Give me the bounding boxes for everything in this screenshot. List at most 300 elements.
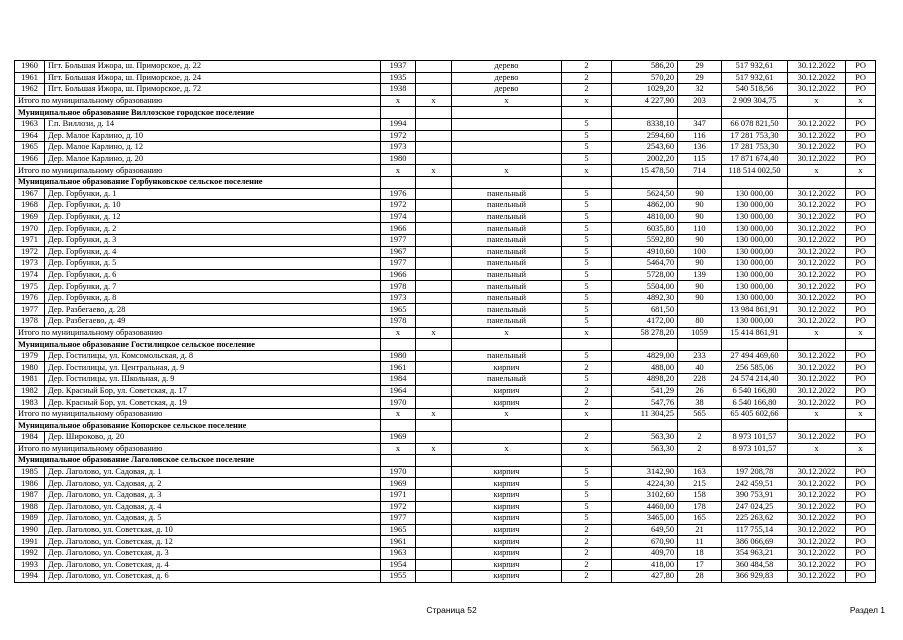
cell-addr: Дер. Лаголово, ул. Советская, д. 4 [45, 559, 381, 571]
table-row [15, 292, 876, 304]
cell-floors: 5 [562, 258, 612, 270]
empty-cell [562, 455, 612, 467]
cell-date: 30.12.2022 [788, 536, 846, 548]
table-row [15, 350, 876, 362]
cell-c4: x [416, 327, 452, 339]
cell-area: 11 304,25 [612, 408, 678, 420]
cell-floors: 5 [562, 234, 612, 246]
cell-addr: Дер. Горбунки, д. 5 [45, 258, 381, 270]
cell-date: 30.12.2022 [788, 478, 846, 490]
table-row [15, 432, 876, 444]
cell-date: 30.12.2022 [788, 547, 846, 559]
cell-addr: Дер. Красный Бор, ул. Советская, д. 17 [45, 385, 381, 397]
cell-area: 2002,20 [612, 153, 678, 165]
cell-date: x [788, 165, 846, 177]
cell-date: 30.12.2022 [788, 130, 846, 142]
cell-mode: РО [846, 61, 876, 73]
cell-cost: 517 932,61 [722, 72, 788, 84]
empty-cell [562, 176, 612, 188]
table-row [15, 269, 876, 281]
cell-floors: x [562, 165, 612, 177]
cell-num: 1981 [15, 374, 45, 386]
page-number: Страница 52 [426, 605, 477, 615]
cell-year: x [381, 443, 416, 455]
cell-cost: 517 932,61 [722, 61, 788, 73]
cell-cost: 130 000,00 [722, 269, 788, 281]
cell-num: 1983 [15, 397, 45, 409]
cell-addr: Дер. Малое Карлино, д. 12 [45, 142, 381, 154]
cell-c4 [416, 524, 452, 536]
cell-c4 [416, 489, 452, 501]
cell-year: 1966 [381, 223, 416, 235]
cell-people: 100 [678, 246, 722, 258]
cell-addr: Дер. Разбегаево, д. 49 [45, 316, 381, 328]
table-row [15, 84, 876, 96]
empty-cell [678, 176, 722, 188]
cell-num: 1969 [15, 211, 45, 223]
cell-mat: кирпич [452, 385, 562, 397]
cell-cost: 130 000,00 [722, 258, 788, 270]
empty-cell [788, 339, 846, 351]
cell-addr: Дер. Лаголово, ул. Садовая, д. 3 [45, 489, 381, 501]
cell-floors: 5 [562, 501, 612, 513]
cell-cost: 130 000,00 [722, 211, 788, 223]
cell-num: 1989 [15, 513, 45, 525]
cell-num: 1984 [15, 432, 45, 444]
cell-mode: РО [846, 269, 876, 281]
cell-floors: x [562, 443, 612, 455]
table-row [15, 281, 876, 293]
cell-date: 30.12.2022 [788, 362, 846, 374]
empty-cell [381, 107, 416, 119]
empty-cell [846, 420, 876, 432]
cell-addr: Дер. Горбунки, д. 3 [45, 234, 381, 246]
cell-c4 [416, 513, 452, 525]
cell-num: 1980 [15, 362, 45, 374]
cell-mat: x [452, 165, 562, 177]
cell-num: 1991 [15, 536, 45, 548]
cell-num: 1973 [15, 258, 45, 270]
table-row [15, 118, 876, 130]
cell-year: 1977 [381, 258, 416, 270]
cell-date: 30.12.2022 [788, 118, 846, 130]
table-row [15, 316, 876, 328]
cell-c4 [416, 142, 452, 154]
cell-mode: x [846, 443, 876, 455]
cell-date: 30.12.2022 [788, 397, 846, 409]
empty-cell [846, 107, 876, 119]
cell-addr: Дер. Лаголово, ул. Советская, д. 6 [45, 571, 381, 583]
table-row [15, 397, 876, 409]
cell-year: 1978 [381, 316, 416, 328]
cell-c4 [416, 478, 452, 490]
cell-c4 [416, 292, 452, 304]
cell-cost: 8 973 101,57 [722, 432, 788, 444]
cell-year: 1966 [381, 269, 416, 281]
cell-num: 1964 [15, 130, 45, 142]
cell-date: 30.12.2022 [788, 304, 846, 316]
cell-area: 5592,80 [612, 234, 678, 246]
cell-people: 714 [678, 165, 722, 177]
cell-mode: РО [846, 292, 876, 304]
cell-mat: x [452, 327, 562, 339]
cell-year: 1972 [381, 501, 416, 513]
cell-mat: x [452, 443, 562, 455]
cell-date: 30.12.2022 [788, 246, 846, 258]
cell-people: 90 [678, 234, 722, 246]
cell-cost: 540 518,56 [722, 84, 788, 96]
cell-people: 136 [678, 142, 722, 154]
empty-cell [452, 455, 562, 467]
cell-year: 1973 [381, 142, 416, 154]
cell-floors: 5 [562, 281, 612, 293]
cell-area: 2543,60 [612, 142, 678, 154]
cell-c4: x [416, 165, 452, 177]
cell-label: Итого по муниципальному образованию [15, 165, 381, 177]
cell-date: 30.12.2022 [788, 200, 846, 212]
empty-cell [722, 420, 788, 432]
cell-year: x [381, 165, 416, 177]
empty-cell [678, 455, 722, 467]
cell-c4 [416, 304, 452, 316]
cell-year: 1955 [381, 571, 416, 583]
cell-year: 1977 [381, 234, 416, 246]
cell-mode: РО [846, 118, 876, 130]
cell-cost: 8 973 101,57 [722, 443, 788, 455]
cell-c4 [416, 223, 452, 235]
cell-num: 1967 [15, 188, 45, 200]
cell-floors: 2 [562, 385, 612, 397]
cell-addr: Дер. Красный Бор, ул. Советская, д. 19 [45, 397, 381, 409]
cell-cost: 13 984 861,91 [722, 304, 788, 316]
cell-year: 1964 [381, 385, 416, 397]
cell-area: 3465,00 [612, 513, 678, 525]
cell-mode: РО [846, 130, 876, 142]
cell-cost: 2 909 304,75 [722, 95, 788, 107]
cell-addr: Дер. Малое Карлино, д. 20 [45, 153, 381, 165]
cell-c4 [416, 432, 452, 444]
empty-cell [722, 176, 788, 188]
empty-cell [562, 107, 612, 119]
cell-c4 [416, 374, 452, 386]
cell-year: 1971 [381, 489, 416, 501]
cell-people: 90 [678, 188, 722, 200]
cell-addr: Дер. Гостилицы, ул. Школьная, д. 9 [45, 374, 381, 386]
cell-floors: 5 [562, 118, 612, 130]
cell-area: 1029,20 [612, 84, 678, 96]
cell-year: 1980 [381, 350, 416, 362]
cell-floors: 5 [562, 223, 612, 235]
cell-mode: x [846, 327, 876, 339]
cell-people: 565 [678, 408, 722, 420]
housing-register-table [14, 60, 876, 583]
cell-year: 1969 [381, 432, 416, 444]
empty-cell [678, 339, 722, 351]
empty-cell [788, 420, 846, 432]
cell-cost: 66 078 821,50 [722, 118, 788, 130]
cell-area: 570,20 [612, 72, 678, 84]
cell-addr: Дер. Горбунки, д. 8 [45, 292, 381, 304]
cell-year: 1965 [381, 524, 416, 536]
cell-num: 1987 [15, 489, 45, 501]
cell-people: 17 [678, 559, 722, 571]
cell-num: 1988 [15, 501, 45, 513]
cell-area: 5624,50 [612, 188, 678, 200]
cell-floors: 2 [562, 397, 612, 409]
cell-num: 1975 [15, 281, 45, 293]
cell-year: 1970 [381, 466, 416, 478]
empty-cell [416, 339, 452, 351]
cell-floors: x [562, 327, 612, 339]
cell-cost: 24 574 214,40 [722, 374, 788, 386]
cell-floors: 5 [562, 142, 612, 154]
cell-year: 1961 [381, 536, 416, 548]
cell-c4 [416, 84, 452, 96]
cell-cost: 225 263,62 [722, 513, 788, 525]
cell-num: 1976 [15, 292, 45, 304]
section-header-row [15, 420, 876, 432]
cell-mode: РО [846, 501, 876, 513]
cell-floors: x [562, 408, 612, 420]
cell-mode: РО [846, 72, 876, 84]
empty-cell [788, 107, 846, 119]
cell-addr: Дер. Лаголово, ул. Садовая, д. 4 [45, 501, 381, 513]
cell-cost: 390 753,91 [722, 489, 788, 501]
cell-people: 2 [678, 432, 722, 444]
cell-area: 409,70 [612, 547, 678, 559]
cell-label: Муниципальное образование Лаголовское сельское поселение [15, 455, 381, 467]
empty-cell [846, 339, 876, 351]
empty-cell [452, 176, 562, 188]
cell-c4 [416, 118, 452, 130]
empty-cell [612, 107, 678, 119]
cell-mat: панельный [452, 246, 562, 258]
cell-num: 1962 [15, 84, 45, 96]
cell-mat: кирпич [452, 513, 562, 525]
cell-area: 427,80 [612, 571, 678, 583]
cell-mat [452, 118, 562, 130]
table-row [15, 547, 876, 559]
cell-floors: 5 [562, 374, 612, 386]
table-row [15, 559, 876, 571]
cell-c4 [416, 350, 452, 362]
cell-people: 116 [678, 130, 722, 142]
cell-mode: x [846, 408, 876, 420]
table-row [15, 258, 876, 270]
cell-label: Итого по муниципальному образованию [15, 443, 381, 455]
cell-c4 [416, 536, 452, 548]
table-row [15, 478, 876, 490]
cell-cost: 130 000,00 [722, 292, 788, 304]
cell-area: 4892,30 [612, 292, 678, 304]
empty-cell [381, 420, 416, 432]
cell-mat: панельный [452, 292, 562, 304]
cell-mat: x [452, 95, 562, 107]
empty-cell [416, 107, 452, 119]
cell-num: 1965 [15, 142, 45, 154]
cell-c4 [416, 130, 452, 142]
empty-cell [452, 420, 562, 432]
cell-addr: Дер. Горбунки, д. 7 [45, 281, 381, 293]
cell-num: 1963 [15, 118, 45, 130]
empty-cell [678, 420, 722, 432]
cell-c4 [416, 211, 452, 223]
cell-floors: 5 [562, 316, 612, 328]
table-row [15, 524, 876, 536]
cell-cost: 130 000,00 [722, 188, 788, 200]
cell-year: x [381, 327, 416, 339]
cell-people: 215 [678, 478, 722, 490]
cell-mode: РО [846, 234, 876, 246]
cell-floors: 2 [562, 432, 612, 444]
cell-mat: панельный [452, 316, 562, 328]
cell-year: 1973 [381, 292, 416, 304]
cell-num: 1968 [15, 200, 45, 212]
cell-date: 30.12.2022 [788, 489, 846, 501]
cell-area: 5728,00 [612, 269, 678, 281]
cell-year: x [381, 95, 416, 107]
cell-addr: Дер. Горбунки, д. 6 [45, 269, 381, 281]
cell-mode: РО [846, 466, 876, 478]
cell-area: 3142,90 [612, 466, 678, 478]
cell-cost: 130 000,00 [722, 316, 788, 328]
cell-addr: Дер. Гостилицы, ул. Комсомольская, д. 8 [45, 350, 381, 362]
cell-mat [452, 142, 562, 154]
cell-addr: Дер. Лаголово, ул. Садовая, д. 5 [45, 513, 381, 525]
cell-mat: панельный [452, 223, 562, 235]
cell-area: 4460,00 [612, 501, 678, 513]
cell-mat [452, 153, 562, 165]
cell-num: 1972 [15, 246, 45, 258]
cell-people: 21 [678, 524, 722, 536]
cell-area: 3102,60 [612, 489, 678, 501]
cell-area: 2594,60 [612, 130, 678, 142]
cell-floors: 2 [562, 72, 612, 84]
cell-year: 1976 [381, 188, 416, 200]
cell-date: 30.12.2022 [788, 513, 846, 525]
cell-floors: 5 [562, 200, 612, 212]
cell-people: 38 [678, 397, 722, 409]
cell-people: 28 [678, 571, 722, 583]
cell-people: 90 [678, 211, 722, 223]
cell-num: 1993 [15, 559, 45, 571]
cell-addr: Дер. Малое Карлино, д. 10 [45, 130, 381, 142]
cell-people: 26 [678, 385, 722, 397]
cell-mat: панельный [452, 258, 562, 270]
cell-area: 5504,00 [612, 281, 678, 293]
subtotal-row [15, 443, 876, 455]
empty-cell [562, 420, 612, 432]
empty-cell [416, 455, 452, 467]
cell-area: 488,00 [612, 362, 678, 374]
cell-mat: панельный [452, 211, 562, 223]
section-header-row [15, 176, 876, 188]
cell-mat: кирпич [452, 559, 562, 571]
table-row [15, 513, 876, 525]
cell-date: 30.12.2022 [788, 559, 846, 571]
table-row [15, 246, 876, 258]
cell-floors: 2 [562, 547, 612, 559]
cell-people: 165 [678, 513, 722, 525]
cell-cost: 130 000,00 [722, 281, 788, 293]
cell-mat: кирпич [452, 478, 562, 490]
subtotal-row [15, 408, 876, 420]
table-row [15, 536, 876, 548]
cell-year: 1984 [381, 374, 416, 386]
cell-num: 1992 [15, 547, 45, 559]
cell-num: 1994 [15, 571, 45, 583]
cell-area: 547,76 [612, 397, 678, 409]
cell-year: 1972 [381, 130, 416, 142]
table-row [15, 142, 876, 154]
cell-mode: РО [846, 281, 876, 293]
cell-floors: 5 [562, 188, 612, 200]
cell-year: 1974 [381, 211, 416, 223]
cell-people: 90 [678, 292, 722, 304]
cell-c4 [416, 188, 452, 200]
cell-date: 30.12.2022 [788, 223, 846, 235]
section-header-row [15, 455, 876, 467]
cell-mat: кирпич [452, 397, 562, 409]
cell-mode: РО [846, 316, 876, 328]
cell-num: 1961 [15, 72, 45, 84]
table-row [15, 501, 876, 513]
empty-cell [722, 455, 788, 467]
cell-year: 1937 [381, 61, 416, 73]
cell-year: 1969 [381, 478, 416, 490]
cell-num: 1977 [15, 304, 45, 316]
cell-addr: Дер. Горбунки, д. 10 [45, 200, 381, 212]
table-row [15, 72, 876, 84]
cell-floors: 5 [562, 513, 612, 525]
cell-cost: 6 540 166,80 [722, 397, 788, 409]
cell-mat: панельный [452, 281, 562, 293]
cell-mat: дерево [452, 72, 562, 84]
cell-area: 418,00 [612, 559, 678, 571]
cell-mat: кирпич [452, 501, 562, 513]
cell-year: 1977 [381, 513, 416, 525]
cell-people: 40 [678, 362, 722, 374]
cell-floors: 5 [562, 292, 612, 304]
cell-floors: 5 [562, 130, 612, 142]
cell-mode: РО [846, 397, 876, 409]
cell-addr: Дер. Горбунки, д. 4 [45, 246, 381, 258]
cell-cost: 130 000,00 [722, 200, 788, 212]
cell-mat: кирпич [452, 536, 562, 548]
cell-year: 1963 [381, 547, 416, 559]
empty-cell [722, 339, 788, 351]
cell-c4 [416, 466, 452, 478]
cell-date: 30.12.2022 [788, 84, 846, 96]
cell-mat: панельный [452, 269, 562, 281]
cell-date: 30.12.2022 [788, 72, 846, 84]
cell-floors: 5 [562, 153, 612, 165]
cell-date: 30.12.2022 [788, 269, 846, 281]
cell-mat: кирпич [452, 466, 562, 478]
cell-cost: 17 871 674,40 [722, 153, 788, 165]
cell-mode: РО [846, 374, 876, 386]
cell-area: 6035,80 [612, 223, 678, 235]
cell-mode: РО [846, 188, 876, 200]
cell-c4 [416, 258, 452, 270]
cell-label: Итого по муниципальному образованию [15, 408, 381, 420]
cell-c4 [416, 281, 452, 293]
cell-date: x [788, 95, 846, 107]
empty-cell [722, 107, 788, 119]
cell-cost: 130 000,00 [722, 223, 788, 235]
empty-cell [612, 420, 678, 432]
cell-c4 [416, 153, 452, 165]
